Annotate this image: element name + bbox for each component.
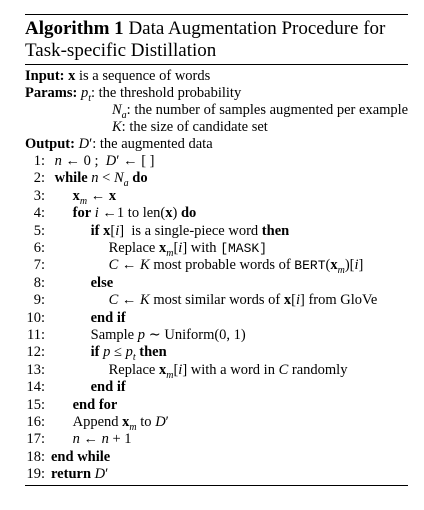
line-number: 2: (33, 170, 45, 187)
line-number: 3: (33, 187, 45, 204)
line-number: 8: (33, 274, 45, 291)
bottom-rule (25, 485, 408, 486)
code-line-14: 14: end if (26, 379, 126, 396)
code-line-7: 7: C ← K most probable words of $BERT(x_m)[i]$ (25, 256, 408, 280)
top-rule (25, 14, 408, 15)
output-label: Output: (25, 136, 75, 152)
title-line-2: Task-specific Distillation (25, 40, 217, 61)
line-number: 7: (33, 257, 45, 274)
code-line-13: 13: Replace $x_m[i]$ with a word in C randomly (26, 361, 348, 381)
line-number: 12: (26, 344, 45, 361)
code-line-5: 5: if x[i] is a single-piece word then (25, 222, 408, 241)
line-number: 1: (33, 153, 45, 169)
line-number: 10: (26, 309, 45, 326)
output-text: : the augmented data (92, 136, 213, 152)
param-k: : the size of candidate set (121, 119, 268, 135)
title-line-1: Data Augmentation Procedure for (128, 18, 386, 39)
param-na: : the number of samples augmented per example (126, 102, 409, 118)
code-line-3: 3: $x_m$ ← x (25, 187, 408, 211)
line-number: 17: (26, 431, 45, 448)
code-line-10: 10: end if (26, 309, 126, 326)
line-number: 15: (26, 396, 45, 413)
param-pt: : the threshold probability (91, 85, 242, 101)
input-line: Input: x is a sequence of words (25, 68, 211, 84)
output-line: Output: D′: the augmented data (25, 136, 213, 152)
input-text: is a sequence of words (79, 68, 211, 84)
line-number: 11: (27, 327, 45, 343)
code-line-2: 2: while $n < N_a$ do (25, 169, 408, 193)
code-line-11: 11: Sample p ∼ Uniform(0, 1) (27, 327, 246, 343)
line-number: 18: (26, 448, 45, 465)
code-line-6: 6: Replace $x_m[i]$ with [MASK] (25, 239, 408, 263)
code-line-12: 12: if $p \le p_t$ then (26, 344, 167, 364)
params-label: Params: (25, 85, 78, 101)
algorithm-title (25, 18, 408, 62)
return-keyword: return (51, 466, 92, 483)
code-line-19: 19: return D′ (26, 466, 109, 483)
line-number: 4: (33, 205, 45, 222)
code-line-8: 8: else (25, 274, 408, 293)
line-number: 9: (33, 292, 45, 309)
end-while-keyword: end while (51, 448, 111, 465)
code-line-18 (25, 448, 408, 467)
code-line-1: 1: n ← 0 ; D′ ← [ ] (25, 152, 408, 171)
code-line-15: 15: end for (26, 396, 118, 413)
line-number: 13: (26, 361, 45, 378)
line-number: 6: (33, 240, 45, 256)
mid-rule (25, 64, 408, 65)
line-number: 19: (26, 466, 45, 483)
line-number: 5: (33, 222, 45, 239)
code-line-4: 4: for i ←1 to len(x) do (25, 204, 408, 223)
line-number: 14: (26, 379, 45, 396)
code-line-9: 9: C ← K most similar words of x[i] from GloVe (25, 291, 408, 310)
code-line-16: 16: Append $x_m$ to D′ (26, 414, 169, 433)
code-line-17: 17: n ← n + 1 (26, 431, 132, 448)
line-number: 16: (26, 414, 45, 430)
input-label: Input: (25, 68, 65, 84)
algorithm-label: Algorithm 1 (25, 18, 124, 39)
params-line: Params: $p_t$: the threshold probability (25, 85, 242, 104)
